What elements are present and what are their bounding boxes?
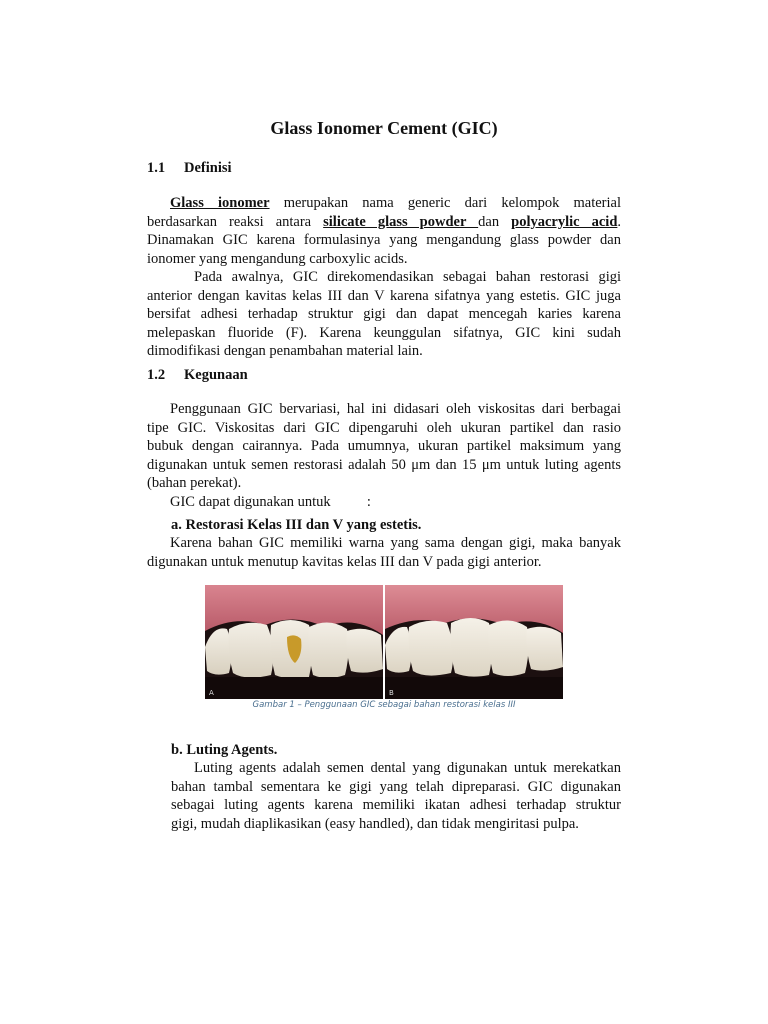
text-run: . xyxy=(617,213,622,230)
teeth-after-image xyxy=(385,585,563,699)
section-number: 1.2 xyxy=(147,367,166,383)
photo-after xyxy=(385,585,563,699)
text-line: bubuk dengan cairannya. Pada umumnya, ukuran partikel maksimum yang xyxy=(147,438,621,454)
text-line: digunakan untuk menutup kavitas kelas III dan V pada gigi anterior. xyxy=(147,553,542,570)
section-title: Definisi xyxy=(184,160,232,176)
text-line: tipe GIC. Viskositas dari GIC dipengaruhi oleh ukuran partikel dan rasio xyxy=(147,419,621,436)
paragraph-luting-agents xyxy=(171,759,621,833)
page-title: Glass Ionomer Cement (GIC) xyxy=(270,118,498,138)
photo-label-b: B xyxy=(389,689,394,697)
text-run: merupakan nama generic dari kelompok material xyxy=(269,195,621,211)
figure-caption: Gambar 1 – Penggunaan GIC sebagai bahan restorasi kelas III xyxy=(252,700,516,710)
teeth-before-image xyxy=(205,585,383,699)
term-silicate-glass-powder: silicate glass powder xyxy=(323,213,479,230)
subheading-luting-agents: b. Luting Agents. xyxy=(171,742,278,758)
text-line: dimodifikasi dengan penambahan material lain. xyxy=(147,343,423,359)
section-heading-definisi xyxy=(147,160,232,177)
photo-before xyxy=(205,585,383,699)
text-line: (bahan perekat). xyxy=(147,475,242,491)
section-heading-kegunaan xyxy=(147,367,248,384)
text-line: bersifat adhesi terhadap struktur gigi dan dapat mencegah karies karena xyxy=(147,306,621,322)
text-line: Karena bahan GIC memiliki warna yang sama dengan gigi, maka banyak xyxy=(170,535,621,551)
paragraph-restorasi xyxy=(147,534,621,571)
term-glass-ionomer: Glass ionomer xyxy=(170,195,270,211)
text-line: Dinamakan GIC karena formulasinya yang mengandung glass powder dan xyxy=(147,232,621,248)
paragraph-usage xyxy=(147,400,621,511)
photo-label-a: A xyxy=(209,689,214,697)
paragraph-initial-use xyxy=(147,268,621,361)
text-line: Penggunaan GIC bervariasi, hal ini didasari oleh viskositas dari berbagai xyxy=(170,401,621,417)
text-line: sebagai luting agents karena memiliki ikatan adhesi terhadap struktur xyxy=(171,797,621,813)
text-run: berdasarkan reaksi antara xyxy=(147,213,324,230)
text-line xyxy=(147,194,621,213)
subheading-restorasi: a. Restorasi Kelas III dan V yang estetis. xyxy=(171,517,422,533)
section-number: 1.1 xyxy=(147,160,166,176)
text-line: Luting agents adalah semen dental yang digunakan untuk merekatkan xyxy=(194,760,621,776)
paragraph-definition xyxy=(147,194,621,268)
text-line: melepaskan fluoride (F). Karena keunggulan sifatnya, GIC kini sudah xyxy=(147,324,621,341)
text-line: anterior dengan kavitas kelas III dan V karena sifatnya yang estetis. GIC juga xyxy=(147,287,621,304)
text-line: digunakan untuk semen restorasi adalah 50 μm dan 15 μm untuk luting agents xyxy=(147,456,621,473)
text-line: Pada awalnya, GIC direkomendasikan sebagai bahan restorasi gigi xyxy=(194,269,621,285)
text-line xyxy=(147,213,621,232)
text-line: ionomer yang mengandung carboxylic acids. xyxy=(147,250,408,267)
section-title: Kegunaan xyxy=(184,367,248,383)
text-line: GIC dapat digunakan untuk : xyxy=(170,493,371,510)
term-polyacrylic-acid: polyacrylic acid xyxy=(511,213,618,230)
figure-gic-restoration xyxy=(205,585,564,699)
text-line: gigi, mudah diaplikasikan (easy handled), dan tidak mengiritasi pulpa. xyxy=(171,815,579,832)
text-line: bahan tambal sementara ke gigi yang telah dipreparasi. GIC digunakan xyxy=(171,778,621,795)
text-run: dan xyxy=(478,213,512,230)
